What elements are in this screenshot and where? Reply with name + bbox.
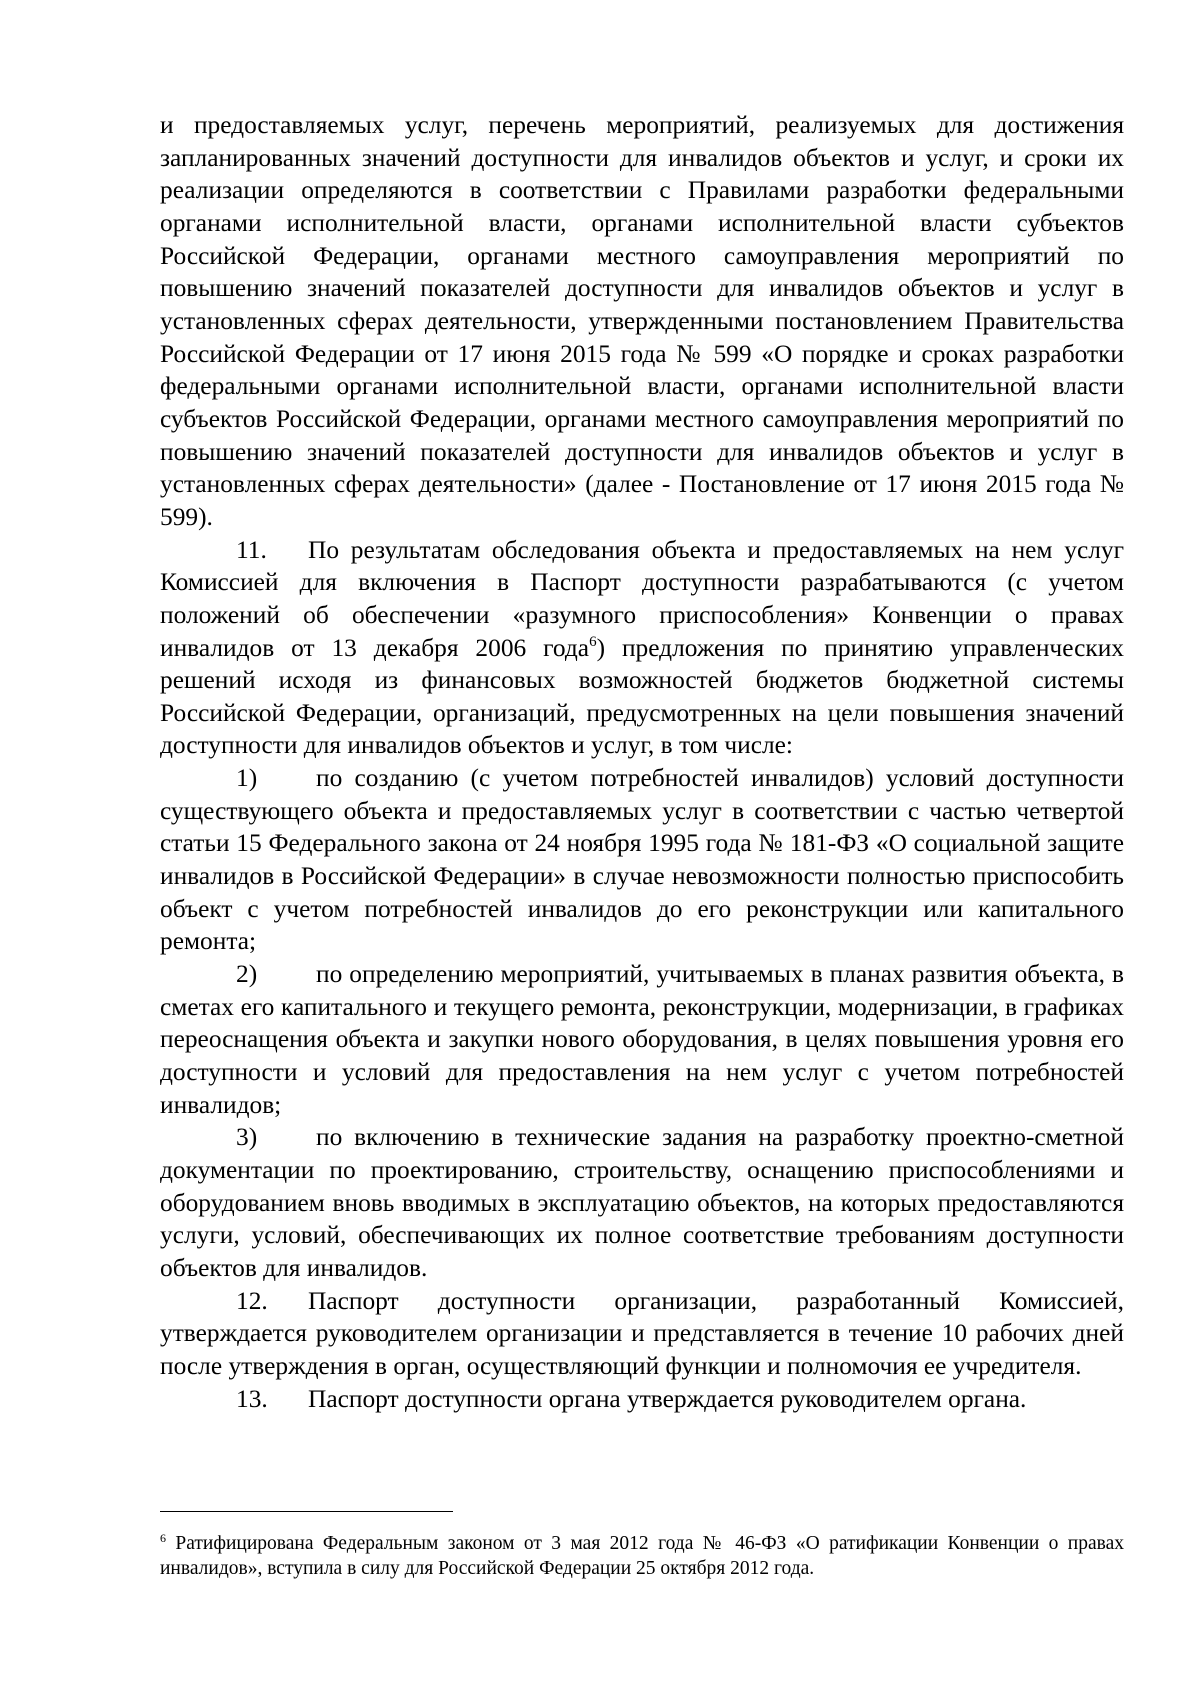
item-11-text-end: ) предложения по принятию управленческих решений исходя из финансовых возможностей бюджетов бюджетной системы Российской Федерации, организаций, предусмотренных на цели повышения значений доступности для инвалидов объектов и услуг, в том числе: — [160, 633, 1124, 760]
item-12-number: 12. — [236, 1286, 268, 1315]
footnote-6-text: Ратифицирована Федеральным законом от 3 мая 2012 года № 46-ФЗ «О ратификации Конвенции о правах инвалидов», вступила в силу для Российской Федерации 25 октября 2012 года. — [160, 1533, 1125, 1579]
footnote-ref-6: 6 — [589, 633, 597, 650]
subitem-1 — [160, 762, 1124, 958]
item-12 — [160, 1285, 1124, 1383]
item-13-number: 13. — [236, 1384, 268, 1413]
item-13 — [160, 1383, 1124, 1416]
item-11-number: 11. — [236, 535, 267, 564]
document-body — [160, 109, 1124, 1415]
paragraph-continuation: и предоставляемых услуг, перечень мероприятий, реализуемых для достижения запланированных значений доступности для инвалидов объектов и услуг, и сроки их реализации определяются в соответствии с Правилами разработки федеральными органами исполнительной власти, органами исполнительной власти субъектов Российской Федерации, органами местного самоуправления мероприятий по повышению значений показателей доступности для инвалидов объектов и услуг в установленных сферах деятельности, утвержденными постановлением Правительства Российской Федерации от 17 июня 2015 года № 599 «О порядке и сроках разработки федеральными органами исполнительной власти, органами исполнительной власти субъектов Российской Федерации, органами местного самоуправления мероприятий по повышению значений показателей доступности для инвалидов объектов и услуг в установленных сферах деятельности» (далее - Постановление от 17 июня 2015 года № 599). — [160, 111, 1124, 531]
item-12-text: Паспорт доступности организации, разработанный Комиссией, утверждается руководителем организации и представляется в течение 10 рабочих дней после утверждения в орган, осуществляющий функции и полномочия ее учредителя. — [160, 1286, 1124, 1380]
item-11 — [160, 534, 1124, 763]
footnote-separator — [160, 1511, 453, 1512]
footnote-6-mark: 6 — [160, 1531, 166, 1545]
subitem-2 — [160, 958, 1124, 1121]
item-11-text-start: По результатам обследования объекта и предоставляемых на нем услуг Комиссией для включения в Паспорт доступности разрабатываются (с учетом положений об обеспечении «разумного приспособления» Конвенции о правах инвалидов от 13 декабря 2006 года — [160, 535, 1124, 662]
footnote-6 — [160, 1531, 1124, 1581]
subitem-1-text: по созданию (с учетом потребностей инвалидов) условий доступности существующего объекта и предоставляемых услуг в соответствии с частью четвертой статьи 15 Федерального закона от 24 ноября 1995 года № 181-ФЗ «О социальной защите инвалидов в Российской Федерации» в случае невозможности полностью приспособить объект с учетом потребностей инвалидов до его реконструкции или капитального ремонта; — [160, 764, 1124, 956]
document-page — [160, 109, 1125, 1579]
subitem-3-number: 3) — [236, 1123, 258, 1152]
subitem-3 — [160, 1121, 1124, 1284]
subitem-3-text: по включению в технические задания на разработку проектно-сметной документации по проектированию, строительству, оснащению приспособлениями и оборудованием вновь вводимых в эксплуатацию объектов, на которых предоставляются услуги, условий, обеспечивающих их полное соответствие требованиям доступности объектов для инвалидов. — [160, 1123, 1124, 1282]
subitem-1-number: 1) — [236, 764, 258, 793]
item-13-text: Паспорт доступности органа утверждается руководителем органа. — [308, 1384, 1027, 1413]
subitem-2-number: 2) — [236, 960, 258, 989]
subitem-2-text: по определению мероприятий, учитываемых в планах развития объекта, в сметах его капитального и текущего ремонта, реконструкции, модернизации, в графиках переоснащения объекта и закупки нового оборудования, в целях повышения уровня его доступности и условий для предоставления на нем услуг с учетом потребностей инвалидов; — [160, 960, 1124, 1119]
